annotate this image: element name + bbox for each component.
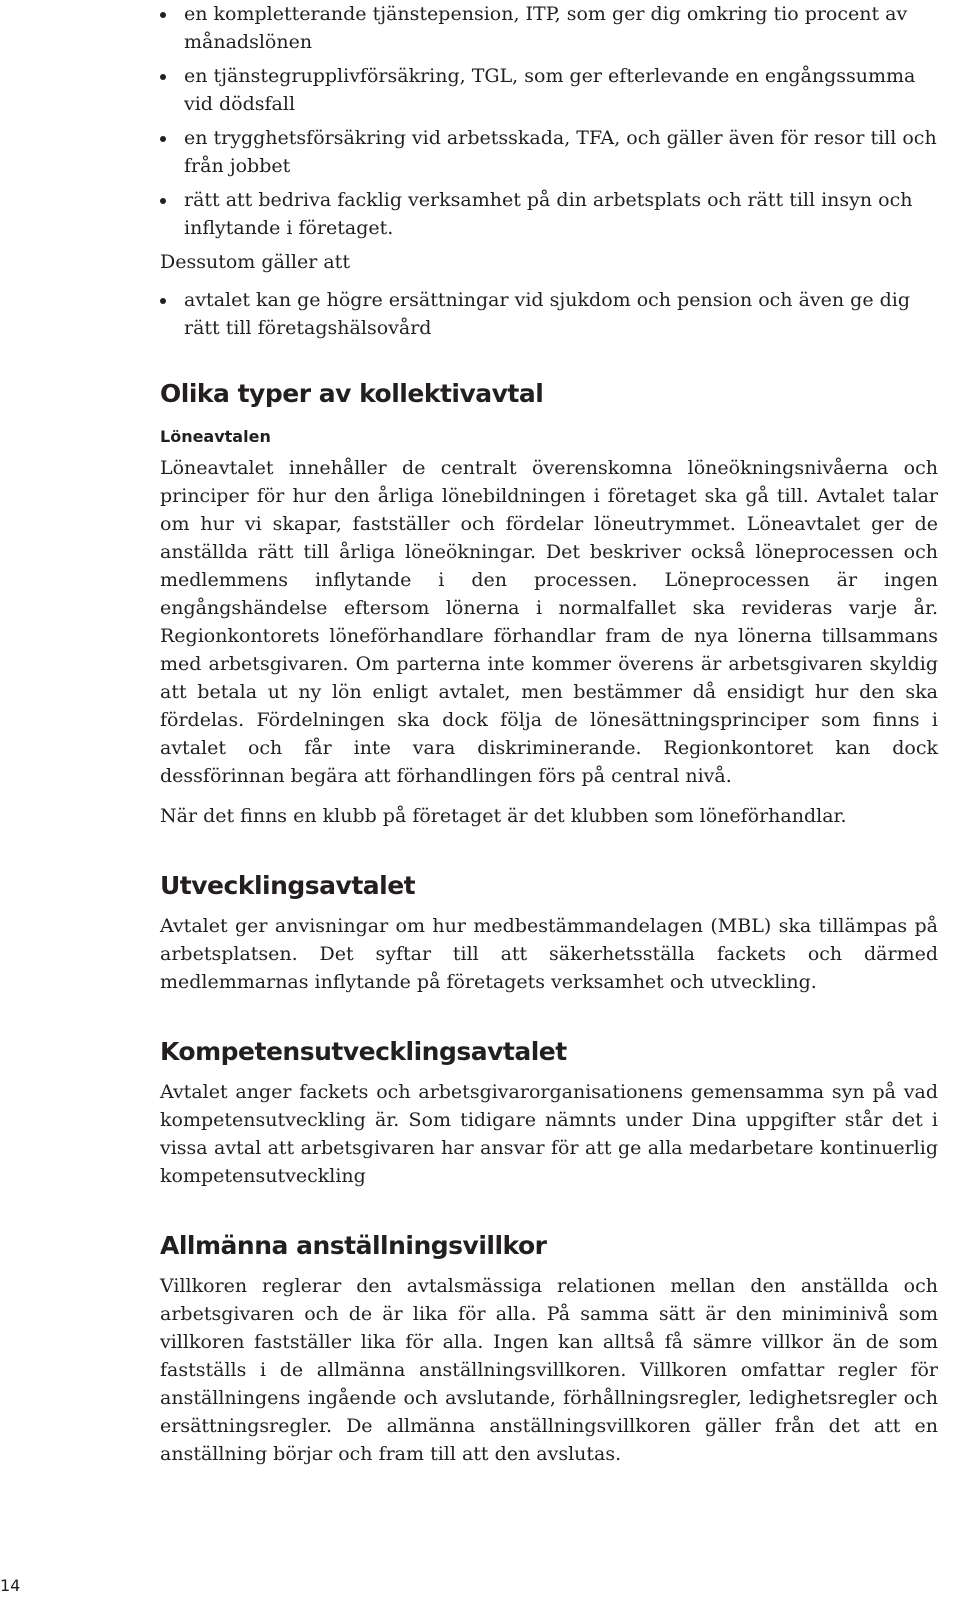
section-heading-utvecklingsavtalet: Utvecklingsavtalet [160,871,416,900]
list-item [160,62,938,118]
allmanna-anstallningsvillkor-paragraph: Villkoren reglerar den avtalsmässiga relationen mellan den anställda och arbetsgivaren och de är lika för alla. På samma sätt är den miniminivå som villkoren fastställer lika för alla. Ingen kan alltså få sämre villkor än de som fastställs i de allmänna anställningsvillkoren. Villkoren omfattar regler för anställningens ingående och avslutande, förhållningsregler, ledighetsregler och ersättningsregler. De allmänna anställningsvillkoren gäller från det att en anställning börjar och fram till att den avslutas. [160,1275,938,1465]
loneavtalen-paragraph: Löneavtalet innehåller de centralt överenskomna löneökningsnivåerna och principer för hur den årliga lönebildningen i företaget ska gå till. Avtalet talar om hur vi skapar, fastställer och fördelar löneutrymmet. Löneavtalet ger de anställda rätt till årliga löneökningar. Det beskriver också löneprocessen och medlemmens inflytande i den processen. Löneprocessen är ingen engångshändelse eftersom lönerna i normalfallet ska revideras varje år. Regionkontorets löneförhandlare förhandlar fram de nya lönerna tillsammans med arbetsgivaren. Om parterna inte kommer överens är arbetsgivaren skyldig att betala ut ny lön enligt avtalet, men bestämmer då ensidigt hur den ska fördelas. Fördelningen ska dock följa de lönesättningsprinciper som finns i avtalet och får inte vara diskriminerande. Regionkontoret kan dock dessförinnan begära att förhandlingen förs på central nivå. [160,457,938,787]
dessutom-bullet-list [160,286,938,342]
list-item-text: en kompletterande tjänstepension, ITP, som ger dig omkring tio procent av månadslönen [184,3,908,53]
section-heading-allmanna-anstallningsvillkor: Allmänna anställningsvillkor [160,1231,547,1260]
kompetensutvecklingsavtalet-paragraph: Avtalet anger fackets och arbetsgivarorganisationens gemensamma syn på vad kompetensutveckling är. Som tidigare nämnts under Dina uppgifter står det i vissa avtal att arbetsgivaren har ansvar för att ge alla medarbetare kontinuerlig kompetensutveckling [160,1081,938,1187]
list-item [160,124,938,180]
list-item [160,0,938,56]
page-number: 14 [0,1576,21,1595]
list-item [160,186,938,242]
list-item-text: rätt att bedriva facklig verksamhet på din arbetsplats och rätt till insyn och inflytande i företaget. [184,189,913,239]
bullet-dot [160,298,166,304]
document-page [160,0,938,1468]
bullet-dot [160,74,166,80]
section-heading-kompetensutvecklingsavtalet: Kompetensutvecklingsavtalet [160,1037,567,1066]
bullet-dot [160,136,166,142]
section-heading-kollektivavtal: Olika typer av kollektivavtal [160,379,544,408]
list-item [160,286,938,342]
klubb-paragraph: När det finns en klubb på företaget är det klubben som löneförhandlar. [160,805,847,827]
bullet-dot [160,198,166,204]
list-item-text: en trygghetsförsäkring vid arbetsskada, TFA, och gäller även för resor till och från jobbet [184,127,937,177]
utvecklingsavtalet-paragraph: Avtalet ger anvisningar om hur medbestämmandelagen (MBL) ska tillämpas på arbetsplatsen. Det syftar till att säkerhetsställa fackets och därmed medlemmarnas inflytande på företagets verksamhet och utveckling. [160,915,938,993]
intro-bullet-list [160,0,938,242]
subheading-loneavtalen: Löneavtalen [160,427,271,446]
bullet-dot [160,12,166,18]
list-item-text: avtalet kan ge högre ersättningar vid sjukdom och pension och även ge dig rätt till företagshälsovård [184,289,911,339]
dessutom-intro: Dessutom gäller att [160,251,350,273]
list-item-text: en tjänstegrupplivförsäkring, TGL, som ger efterlevande en engångssumma vid dödsfall [184,65,916,115]
